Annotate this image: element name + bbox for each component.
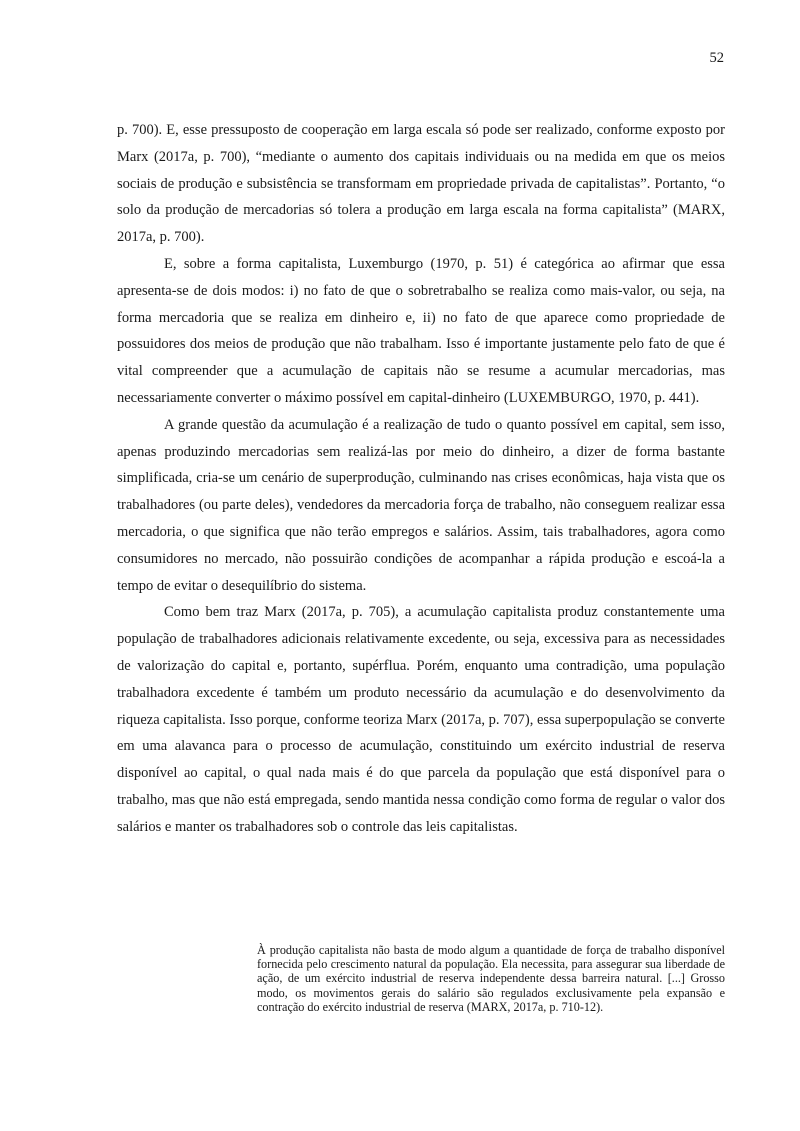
page-number: 52 (709, 50, 724, 66)
body-text (117, 117, 725, 841)
block-quote: À produção capitalista não basta de modo algum a quantidade de força de trabalho disponível fornecida pelo crescimento natural da população. Ela necessita, para assegurar sua liberdade de ação, de um exército industrial de reserva independente dessa barreira natural. [...] Grosso modo, os movimentos gerais do salário são regulados exclusivamente pela expansão e contração do exército industrial de reserva (MARX, 2017a, p. 710-12). (257, 943, 725, 1014)
paragraph-continuation: p. 700). E, esse pressuposto de cooperação em larga escala só pode ser realizado, conforme exposto por Marx (2017a, p. 700), “mediante o aumento dos capitais individuais ou na medida em que os meios sociais de produção e subsistência se transformam em propriedade privada de capitalistas”. Portanto, “o solo da produção de mercadorias só tolera a produção em larga escala na forma capitalista” (MARX, 2017a, p. 700). (117, 122, 725, 246)
paragraph-accumulation: A grande questão da acumulação é a realização de tudo o quanto possível em capital, sem isso, apenas produzindo mercadorias sem realizá-las por meio do dinheiro, a dizer de forma bastante simplificada, cria-se um cenário de superprodução, culminando nas crises econômicas, haja vista que os trabalhadores (ou parte deles), vendedores da mercadoria força de trabalho, não conseguem realizar essa mercadoria, o que significa que não terão empregos e salários. Assim, tais trabalhadores, agora como consumidores no mercado, não possuirão condições de acompanhar a rápida produção e escoá-la a tempo de evitar o desequilíbrio do sistema. (117, 416, 725, 594)
paragraph-luxemburgo: E, sobre a forma capitalista, Luxemburgo (1970, p. 51) é categórica ao afirmar que essa apresenta-se de dois modos: i) no fato de que o sobretrabalho se realiza como mais-valor, ou seja, na forma mercadoria que se realiza em dinheiro e, ii) no fato de que aparece como propriedade de possuidores dos meios de produção que não trabalham. Isso é importante justamente pelo fato de que é vital compreender que a acumulação de capitais não se resume a acumular mercadorias, mas necessariamente converter o máximo possível em capital-dinheiro (LUXEMBURGO, 1970, p. 441). (117, 255, 725, 406)
paragraph-surplus-population: Como bem traz Marx (2017a, p. 705), a acumulação capitalista produz constantemente uma população de trabalhadores adicionais relativamente excedente, ou seja, excessiva para as necessidades de valorização do capital e, portanto, supérflua. Porém, enquanto uma contradição, uma população trabalhadora excedente é também um produto necessário da acumulação e do desenvolvimento da riqueza capitalista. Isso porque, conforme teoriza Marx (2017a, p. 707), essa superpopulação se converte em uma alavanca para o processo de acumulação, constituindo um exército industrial de reserva disponível ao capital, o qual nada mais é do que parcela da população que está disponível para o trabalho, mas que não está empregada, sendo mantida nessa condição como forma de regular o valor dos salários e manter os trabalhadores sob o controle das leis capitalistas. (117, 604, 725, 835)
